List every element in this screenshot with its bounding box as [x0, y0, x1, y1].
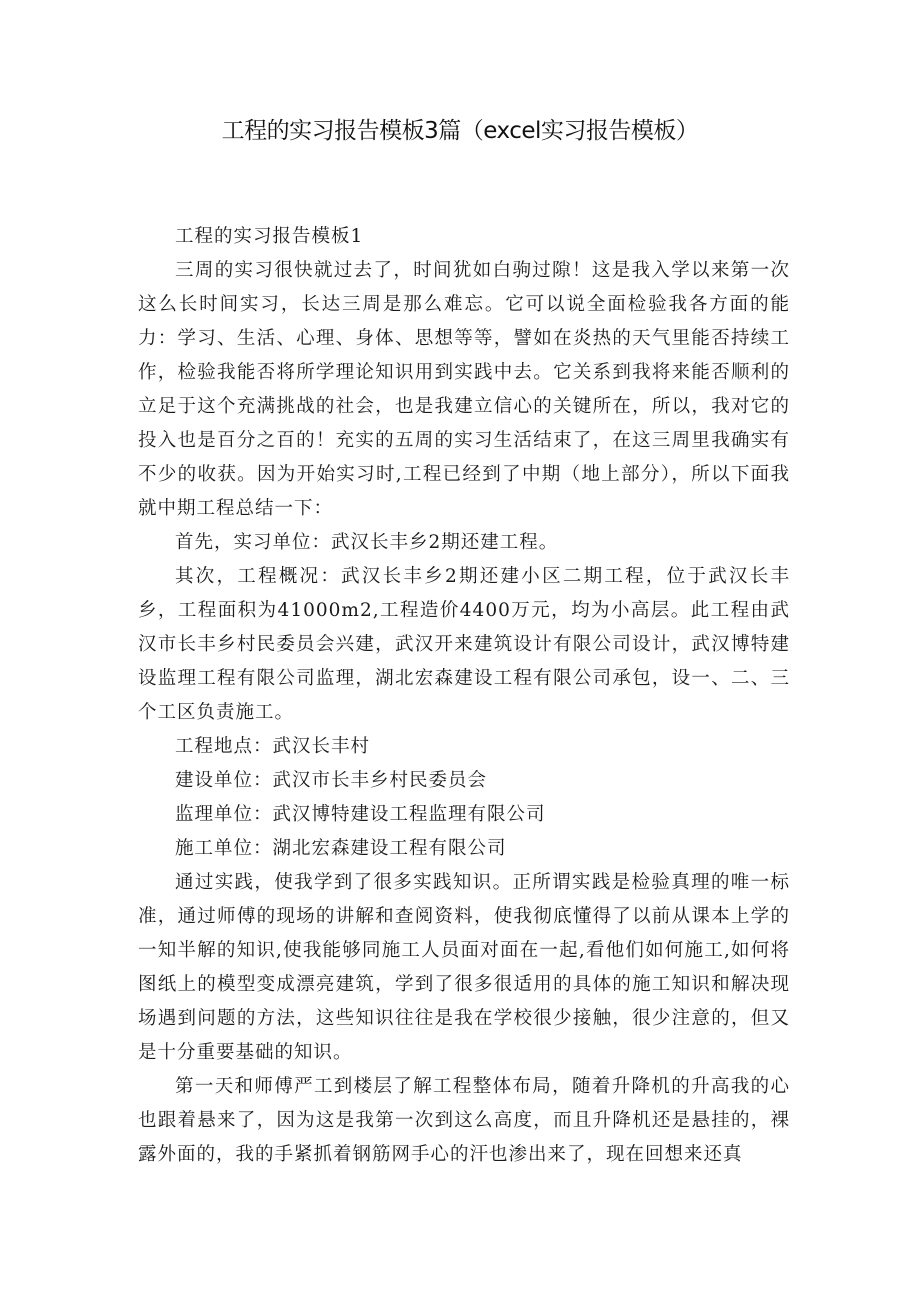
paragraph: 其次，工程概况：武汉长丰乡2期还建小区二期工程，位于武汉长丰乡，工程面积为41000m2,工程造价4400万元，均为小高层。此工程由武汉市长丰乡村民委员会兴建，武汉开来建筑设计有限公司设计，武汉博特建设监理工程有限公司监理，湖北宏森建设工程有限公司承包，设一、二、三个工区负责施工。	[138, 566, 790, 723]
document-body	[138, 220, 790, 1172]
paragraph: 通过实践，使我学到了很多实践知识。正所谓实践是检验真理的唯一标准，通过师傅的现场的讲解和查阅资料，使我彻底懂得了以前从课本上学的一知半解的知识,使我能够同施工人员面对面在一起,看他们如何施工,如何将图纸上的模型变成漂亮建筑，学到了很多很适用的具体的施工知识和解决现场遇到问题的方法，这些知识往往是我在学校很少接触，很少注意的，但又是十分重要基础的知识。	[138, 872, 790, 1063]
paragraph: 施工单位：湖北宏森建设工程有限公司	[175, 838, 507, 859]
section-heading: 工程的实习报告模板1	[175, 226, 364, 247]
paragraph: 工程地点：武汉长丰村	[175, 736, 371, 757]
paragraph: 首先，实习单位：武汉长丰乡2期还建工程。	[175, 532, 559, 553]
paragraph: 建设单位：武汉市长丰乡村民委员会	[175, 770, 488, 791]
document-title: 工程的实习报告模板3篇（excel实习报告模板）	[221, 118, 699, 144]
paragraph: 第一天和师傅严工到楼层了解工程整体布局，随着升降机的升高我的心也跟着悬来了，因为这是我第一次到这么高度，而且升降机还是悬挂的，裸露外面的，我的手紧抓着钢筋网手心的汗也渗出来了，现在回想来还真	[138, 1076, 790, 1165]
paragraph: 三周的实习很快就过去了，时间犹如白驹过隙！这是我入学以来第一次这么长时间实习，长达三周是那么难忘。它可以说全面检验我各方面的能力：学习、生活、心理、身体、思想等等，譬如在炎热的天气里能否持续工作，检验我能否将所学理论知识用到实践中去。它关系到我将来能否顺利的立足于这个充满挑战的社会，也是我建立信心的关键所在，所以，我对它的投入也是百分之百的！充实的五周的实习生活结束了，在这三周里我确实有不少的收获。因为开始实习时,工程已经到了中期（地上部分），所以下面我就中期工程总结一下：	[138, 260, 790, 519]
paragraph: 监理单位：武汉博特建设工程监理有限公司	[175, 804, 546, 825]
